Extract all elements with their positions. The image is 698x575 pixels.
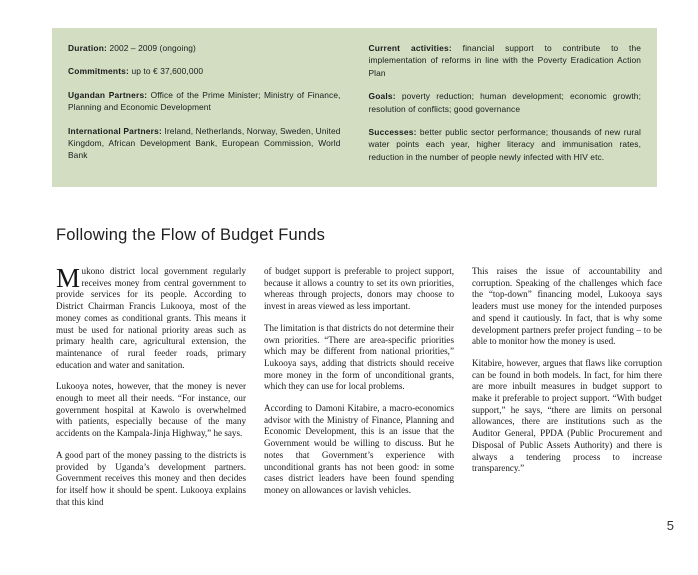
fact-value-international-partners: Ireland, Netherlands, Norway, Sweden, United Kingdom, African Development Bank, European Commission, World Bank	[68, 125, 341, 161]
fact-item-current-activities	[369, 42, 642, 79]
page-number: 5	[666, 518, 674, 533]
fact-item-goals	[369, 90, 642, 115]
fact-box-left-column	[68, 42, 355, 177]
fact-value-commitments: up to € 37,600,000	[129, 66, 204, 77]
fact-value-current-activities: financial support to contribute to the implementation of reforms in line with the Poverty Eradication Action Plan	[368, 43, 641, 78]
fact-item-successes	[369, 126, 642, 163]
fact-value-goals: poverty reduction; human development; economic growth; resolution of conflicts; good governance	[368, 91, 641, 114]
text-column-2	[264, 266, 454, 566]
fact-box-right-column	[355, 42, 642, 177]
fact-label-commitments: Commitments:	[68, 66, 130, 77]
paragraph: of budget support is preferable to project support, because it allows a country to set its own priorities, whereas through projects, donors may choose to invest in areas viewed as less important.	[264, 266, 454, 312]
paragraph: Mukono district local government regularly receives money from central government to provide services for its people. According to District Chairman Francis Lukooya, most of the money comes as conditional grants. This means it must be used for national priority areas such as primary health care, agricultural extension, the maintenance of rural feeder roads, primary education and water and sanitation.	[56, 263, 246, 370]
article-body	[56, 263, 662, 566]
fact-item-commitments	[68, 65, 341, 77]
paragraph: According to Damoni Kitabire, a macro-economics advisor with the Ministry of Finance, Planning and Economic Development, this is an issue that the Government would be willing to discuss. But he notes that Government’s experience with unconditional grants has not been good: in some cases district leaders have been found spending money on allowances or lavish vehicles.	[264, 403, 454, 495]
fact-label-goals: Goals:	[368, 91, 396, 102]
fact-label-duration: Duration:	[68, 43, 108, 53]
fact-item-duration	[68, 42, 341, 54]
paragraph: Lukooya notes, however, that the money is never enough to meet all their needs. “For instance, our government hospital at Kawolo is overwhelmed with patients, especially because of the many accidents on the Kampala-Jinja Highway,” he says.	[56, 381, 246, 439]
text-column-1	[56, 263, 246, 566]
fact-value-successes: better public sector performance; thousands of new rural water points each year, higher literacy and immunisation rates, reduction in the number of people newly infected with HIV etc.	[368, 127, 641, 162]
fact-label-ugandan-partners: Ugandan Partners:	[68, 89, 148, 100]
fact-label-current-activities: Current activities:	[368, 43, 452, 53]
fact-item-international-partners	[68, 125, 341, 162]
paragraph: This raises the issue of accountability and corruption. Speaking of the challenges which face the “top-down” financing model, Lukooya says leaders must use money for the intended purposes and spend it cautiously. In fact, that is why some development partners prefer project funding – to be able to monitor how the money is used.	[472, 266, 662, 347]
fact-item-ugandan-partners	[68, 89, 341, 114]
paragraph: Kitabire, however, argues that flaws like corruption can be found in both models. In fact, for him there are more inbuilt measures in budget support to make it preferable to project support. “With budget support,” he says, “there are limits on personal allowances, there are institutions such as the Auditor General, PPDA (Public Procurement and Disposal of Public Assets Authority) and there is always a tendering process to increase transparency.”	[472, 357, 662, 474]
fact-value-duration: 2002 – 2009 (ongoing)	[107, 43, 196, 53]
article-heading: Following the Flow of Budget Funds	[56, 226, 326, 244]
project-fact-box	[52, 28, 657, 187]
paragraph: The limitation is that districts do not determine their own priorities. “There are area-specific priorities which may be different from national priorities,” Lukooya says, adding that districts should receive more money in the form of unconditional grants, which they can use for local problems.	[264, 322, 454, 392]
fact-label-successes: Successes:	[368, 127, 417, 138]
fact-value-ugandan-partners: Office of the Prime Minister; Ministry of Finance, Planning and Economic Development	[68, 89, 341, 113]
paragraph: A good part of the money passing to the districts is provided by Uganda’s development partners. Government receives this money and then decides for itself how it should be spent. Lukooya explains that this kind	[56, 449, 246, 507]
text-column-3	[472, 266, 662, 566]
fact-label-international-partners: International Partners:	[68, 125, 162, 136]
